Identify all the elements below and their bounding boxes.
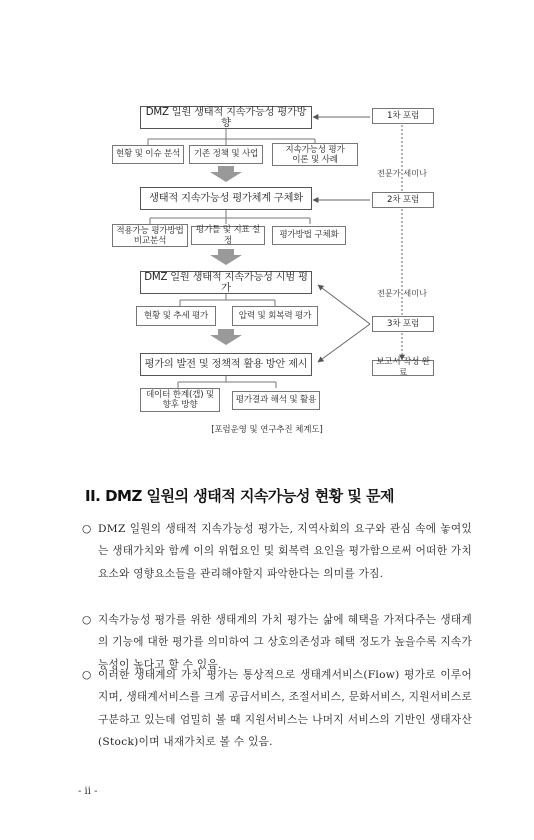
sub-theory-cases: 지속가능성 평가 이론 및 사례 — [272, 143, 358, 166]
diagram-caption: [포럼운영 및 연구추진 체계도] — [211, 424, 323, 434]
paragraph-text: 지속가능성 평가를 위한 생태계의 가치 평가는 삶에 혜택을 가져다주는 생태계의 기능에 대한 평가를 의미하여 그 상호의존성과 혜택 정도가 높을수록 지속가능성이 높다고 할 수 있음. — [98, 614, 472, 671]
sub-indicator-setup: 평가틀 및 지표 설정 — [191, 226, 265, 245]
section-heading: II. DMZ 일원의 생태적 지속가능성 현황 및 문제 — [85, 487, 395, 505]
sub-method-specify: 평가방법 구체화 — [272, 226, 346, 245]
paragraph-3 — [82, 664, 472, 754]
paragraph-text: DMZ 일원의 생태적 지속가능성 평가는, 지역사회의 요구와 관심 속에 놓여있는 생태가치와 함께 이의 위협요인 및 회복력 요인을 평가함으로써 어떠한 가치요소와 영향요소들을 관리해야할지 파악한다는 의미를 가짐. — [98, 523, 472, 580]
sub-issue-analysis: 현황 및 이슈 분석 — [112, 145, 184, 164]
sub-data-gap: 데이터 한계(갭) 및 향후 방향 — [140, 388, 220, 412]
forum-3: 3차 포럼 — [372, 316, 434, 332]
bullet-circle: ○ — [82, 523, 92, 535]
expert-seminar-1: 전문가 세미나 — [376, 168, 428, 178]
step-pilot-assessment: DMZ 일원 생태적 지속가능성 시범 평가 — [140, 271, 312, 294]
report-completion: 보고서 작성 완료 — [372, 360, 434, 376]
step-framework: 생태적 지속가능성 평가체계 구체화 — [140, 187, 312, 210]
bullet-circle: ○ — [82, 669, 92, 681]
forum-2: 2차 포럼 — [372, 192, 434, 208]
sub-trend-assessment: 현황 및 추세 평가 — [136, 306, 216, 326]
bullet-circle: ○ — [82, 614, 92, 626]
paragraph-1 — [82, 518, 472, 585]
forum-1: 1차 포럼 — [372, 108, 434, 124]
sub-result-interpretation: 평가결과 해석 및 활용 — [232, 391, 320, 410]
expert-seminar-2: 전문가 세미나 — [376, 288, 428, 298]
page-number: - ii - — [78, 786, 98, 797]
step-policy-proposal: 평가의 발전 및 정책적 활용 방안 제시 — [140, 353, 312, 376]
paragraph-text: 이러한 생태계의 가치 평가는 통상적으로 생태계서비스(Flow) 평가로 이루어지며, 생태계서비스를 크게 공급서비스, 조절서비스, 문화서비스, 지원서비스로 구분하고 있는데 엄밀히 볼 때 지원서비스는 나머지 서비스의 기반인 생태자산(Stock)이며 내재가치로 볼 수 있음. — [98, 669, 472, 749]
sub-existing-policy: 기존 정책 및 사업 — [189, 145, 263, 164]
step-direction: DMZ 일원 생태적 지속가능성 평가방향 — [140, 106, 312, 129]
sub-pressure-resilience: 압력 및 회복력 평가 — [232, 306, 318, 326]
sub-method-comparison: 적용가능 평가방법 비교분석 — [112, 224, 188, 247]
